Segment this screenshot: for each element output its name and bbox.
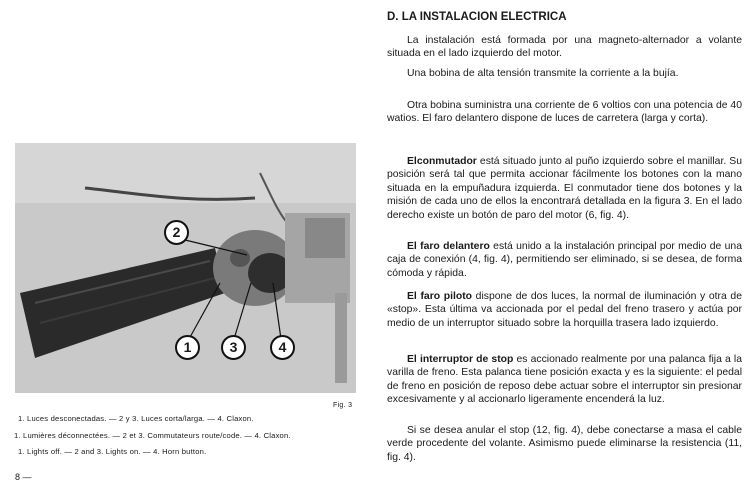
handlebar-switch-photo [15,143,356,393]
callout-4: 4 [270,335,295,360]
paragraph: La instalación está formada por una magneto-alternador a volante situada en el lado izquierdo del motor. [387,35,742,60]
paragraph: Elconmutador está situado junto al puño izquierdo sobre el manillar. Su posición será tal que permita accionar fácilmente los botones con la mano situada en la empuñadura izquierda. El conmutador tiene dos botones y la misión de cada uno de ellos la encontrará detallada en la figura 3. En el lado derecho existe un botón de paro del motor (6, fig. 4). [387,156,742,221]
caption-english: 1. Lights off. — 2 and 3. Lights on. — 4. Horn button. [18,447,207,456]
paragraph: Una bobina de alta tensión transmite la corriente a la bujía. [407,68,679,79]
callout-2: 2 [164,220,189,245]
paragraph: El interruptor de stop es accionado realmente por una palanca fija a la varilla de freno. Esta palanca tiene posición exacta y es la siguiente: el pedal de freno en posición de reposo debe actuar sobre el interruptor sin presionar excesivamente y al accionarlo ligeramente encenderá la luz. [387,354,742,406]
callout-1: 1 [175,335,200,360]
callout-3: 3 [221,335,246,360]
caption-spanish: 1. Luces desconectadas. — 2 y 3. Luces corta/larga. — 4. Claxon. [18,414,254,423]
page-number: 8 — [15,472,32,482]
section-heading: D. LA INSTALACION ELECTRICA [387,11,567,23]
caption-french: 1. Lumières déconnectées. — 2 et 3. Commutateurs route/code. — 4. Claxon. [14,431,291,440]
paragraph: Otra bobina suministra una corriente de 6 voltios con una potencia de 40 watios. El faro delantero dispone de luces de carretera (larga y corta). [387,100,742,125]
paragraph: El faro delantero está unido a la instalación principal por medio de una caja de conexión (4, fig. 4), permitiendo ser eliminado, si se desea, de forma cómoda y rápida. [387,241,742,279]
paragraph: El faro piloto dispone de dos luces, la normal de iluminación y otra de «stop». Esta última va accionada por el pedal del freno trasero y actúa por medio de un interruptor situado sobre la horquilla trasera lado izquierdo. [387,291,742,329]
paragraph: Si se desea anular el stop (12, fig. 4), debe conectarse a masa el cable verde procedente del volante. Asimismo puede eliminarse la resistencia (11, fig. 4). [387,425,742,463]
figure-label: Fig. 3 [333,402,353,409]
